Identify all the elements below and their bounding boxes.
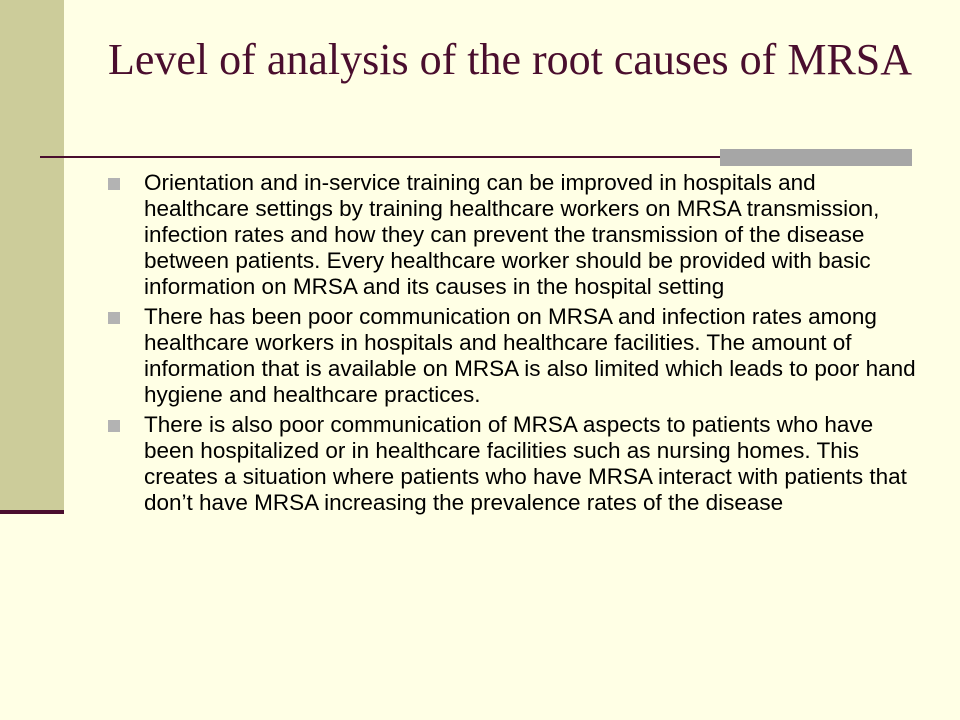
- square-bullet-icon: [108, 312, 120, 324]
- bullet-text: Orientation and in-service training can be improved in hospitals and healthcare settings by training healthcare workers on MRSA transmission, infection rates and how they can prevent the transmission of the disease between patients. Every healthcare worker should be provided with basic information on MRSA and its causes in the hospital setting: [144, 170, 880, 299]
- square-bullet-icon: [108, 420, 120, 432]
- square-bullet-icon: [108, 178, 120, 190]
- bullet-item: [108, 412, 918, 516]
- bullet-text: There is also poor communication of MRSA aspects to patients who have been hospitalized or in healthcare facilities such as nursing homes. This creates a situation where patients who have MRSA interact with patients that don’t have MRSA increasing the prevalence rates of the disease: [144, 412, 907, 515]
- title-accent-block: [720, 149, 912, 166]
- bullet-item: [108, 170, 918, 300]
- left-decorative-bar: [0, 0, 64, 510]
- bullet-list: [108, 170, 918, 520]
- slide-title: Level of analysis of the root causes of MRSA: [108, 35, 913, 84]
- bullet-text: There has been poor communication on MRSA and infection rates among healthcare workers in hospitals and healthcare facilities. The amount of information that is available on MRSA is also limited which leads to poor hand hygiene and healthcare practices.: [144, 304, 916, 407]
- left-bar-underline: [0, 510, 64, 514]
- bullet-item: [108, 304, 918, 408]
